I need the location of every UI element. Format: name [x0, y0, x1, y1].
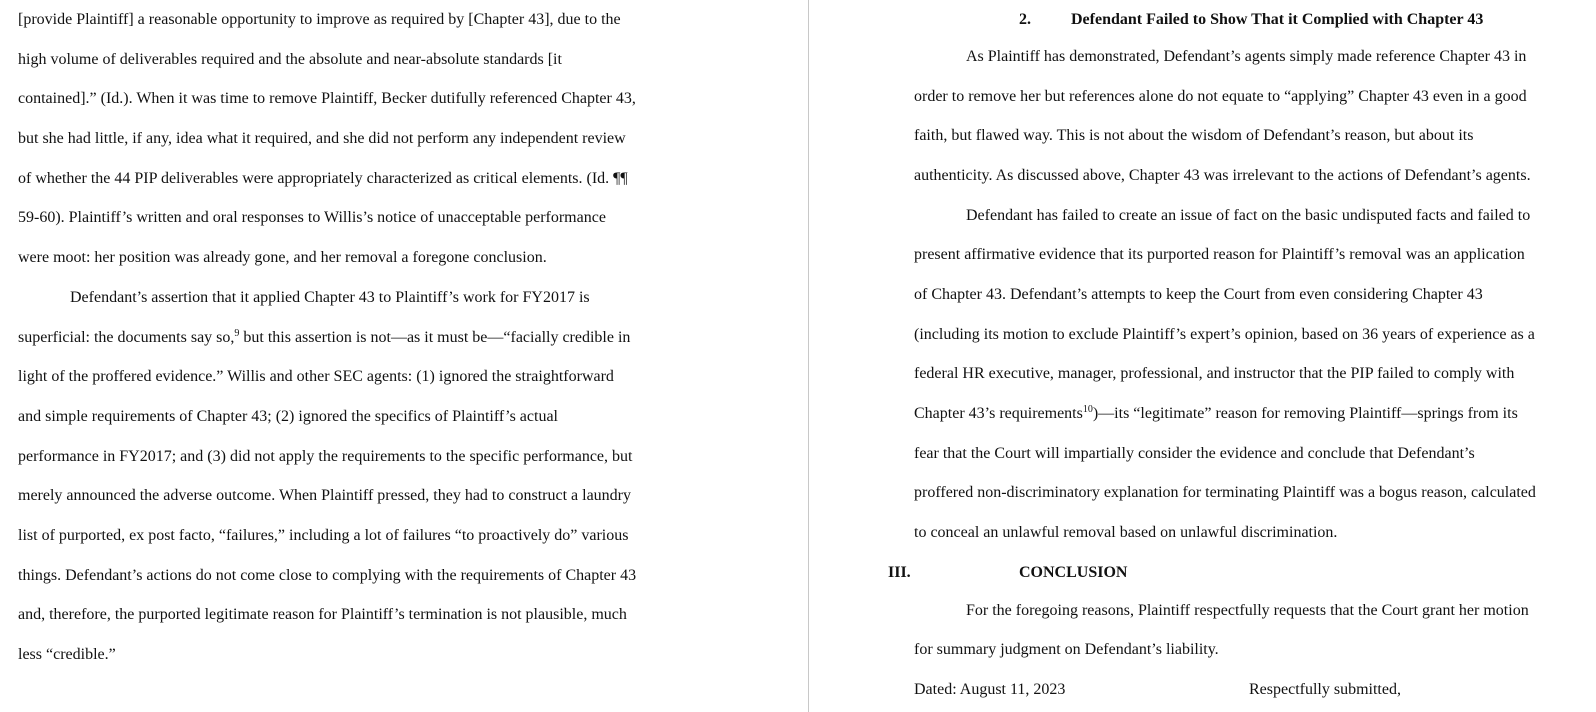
- text-line: contained].” (Id.). When it was time to remove Plaintiff, Becker dutifully referenced Chapter 43,: [18, 90, 636, 107]
- text-line: list of purported, ex post facto, “failures,” including a lot of failures “to proactively do” various: [18, 527, 629, 544]
- text-line: fear that the Court will impartially consider the evidence and conclude that Defendant’s: [914, 445, 1475, 462]
- section-number: III.: [888, 564, 911, 581]
- text-line: proffered non-discriminatory explanation for terminating Plaintiff was a bogus reason, calculated: [914, 484, 1536, 501]
- text-line: performance in FY2017; and (3) did not apply the requirements to the specific performance, but: [18, 448, 633, 465]
- text-line-with-footnote: [18, 328, 630, 348]
- dated-line: Dated: August 11, 2023: [914, 681, 1066, 698]
- text-segment: )—its “legitimate” reason for removing Plaintiff—springs from its: [1092, 405, 1518, 422]
- text-segment: but this assertion is not—as it must be—“facially credible in: [239, 329, 631, 346]
- text-line: things. Defendant’s actions do not come close to complying with the requirements of Chapter 43: [18, 567, 637, 584]
- text-line-with-footnote: [914, 404, 1518, 424]
- text-line: authenticity. As discussed above, Chapter 43 was irrelevant to the actions of Defendant’s agents.: [914, 167, 1531, 184]
- text-line: and, therefore, the purported legitimate reason for Plaintiff’s termination is not plausible, much: [18, 606, 627, 623]
- text-line: merely announced the adverse outcome. When Plaintiff pressed, they had to construct a laundry: [18, 487, 631, 504]
- text-line: for summary judgment on Defendant’s liability.: [914, 641, 1219, 658]
- text-line: and simple requirements of Chapter 43; (2) ignored the specifics of Plaintiff’s actual: [18, 408, 558, 425]
- text-line: but she had little, if any, idea what it required, and she did not perform any independent review: [18, 130, 626, 147]
- text-line: high volume of deliverables required and the absolute and near-absolute standards [it: [18, 51, 562, 68]
- paragraph-first-line: For the foregoing reasons, Plaintiff respectfully requests that the Court grant her motion: [966, 602, 1529, 619]
- text-line: less “credible.”: [18, 646, 116, 663]
- text-line: federal HR executive, manager, professional, and instructor that the PIP failed to comply with: [914, 365, 1515, 382]
- text-line: of Chapter 43. Defendant’s attempts to keep the Court from even considering Chapter 43: [914, 286, 1483, 303]
- text-segment: Chapter 43’s requirements: [914, 405, 1083, 422]
- section-title: CONCLUSION: [1019, 564, 1128, 581]
- right-page: [809, 0, 1596, 712]
- paragraph-first-line: As Plaintiff has demonstrated, Defendant’s agents simply made reference Chapter 43 in: [966, 48, 1527, 65]
- signoff: Respectfully submitted,: [1249, 681, 1401, 698]
- section-heading: Defendant Failed to Show That it Complied with Chapter 43: [1071, 11, 1484, 28]
- text-line: 59-60). Plaintiff’s written and oral responses to Willis’s notice of unacceptable performance: [18, 209, 606, 226]
- heading-number: 2.: [1019, 11, 1031, 28]
- text-line: were moot: her position was already gone, and her removal a foregone conclusion.: [18, 249, 547, 266]
- text-line: of whether the 44 PIP deliverables were appropriately characterized as critical elements. (Id. ¶¶: [18, 170, 628, 187]
- text-line: [provide Plaintiff] a reasonable opportunity to improve as required by [Chapter 43], due to the: [18, 11, 621, 28]
- text-line: faith, but flawed way. This is not about the wisdom of Defendant’s reason, but about its: [914, 127, 1474, 144]
- text-line: (including its motion to exclude Plaintiff’s expert’s opinion, based on 36 years of experience as a: [914, 326, 1535, 343]
- paragraph-first-line: Defendant’s assertion that it applied Chapter 43 to Plaintiff’s work for FY2017 is: [70, 289, 590, 306]
- footnote-marker[interactable]: 9: [234, 328, 240, 339]
- text-segment: superficial: the documents say so,: [18, 329, 235, 346]
- text-line: order to remove her but references alone do not equate to “applying” Chapter 43 even in a good: [914, 88, 1527, 105]
- paragraph-first-line: Defendant has failed to create an issue of fact on the basic undisputed facts and failed to: [966, 207, 1531, 224]
- text-line: light of the proffered evidence.” Willis and other SEC agents: (1) ignored the straightforward: [18, 368, 614, 385]
- footnote-marker[interactable]: 10: [1082, 404, 1093, 415]
- text-line: to conceal an unlawful removal based on unlawful discrimination.: [914, 524, 1338, 541]
- text-line: present affirmative evidence that its purported reason for Plaintiff’s removal was an application: [914, 246, 1525, 263]
